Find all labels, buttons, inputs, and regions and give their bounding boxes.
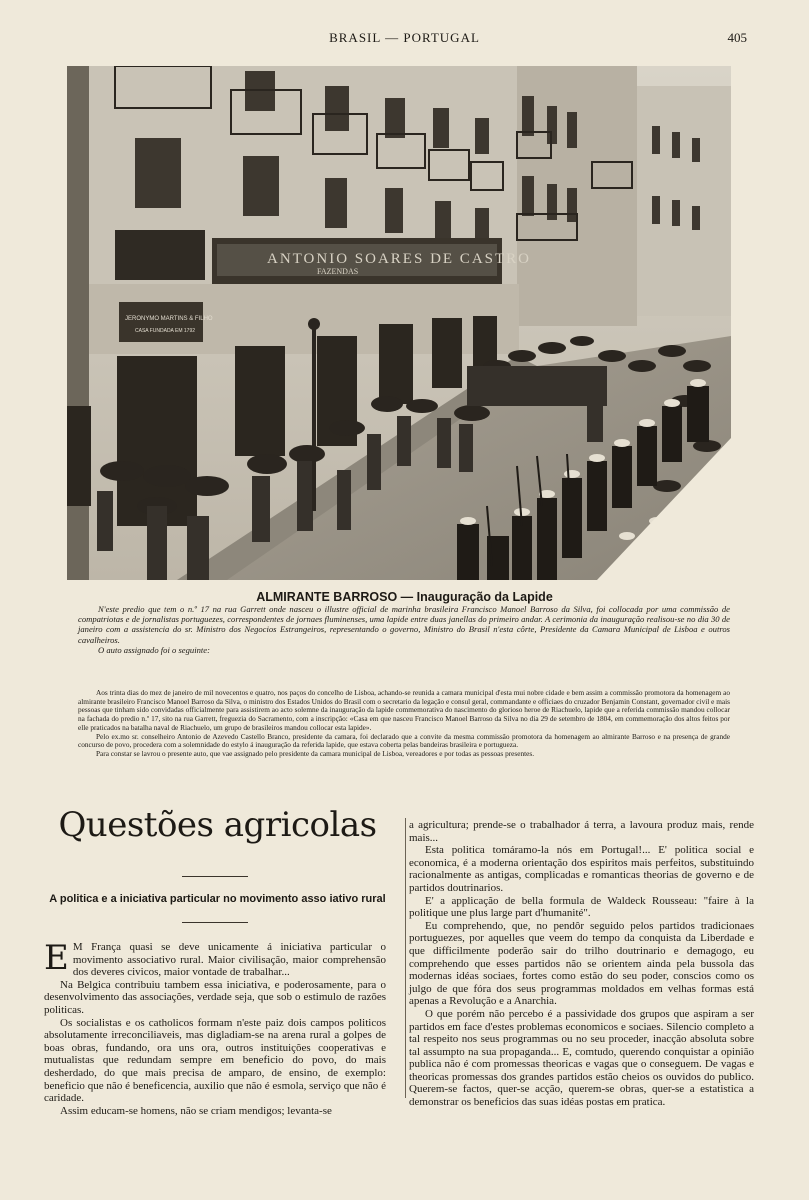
running-title: BRASIL — PORTUGAL bbox=[329, 30, 480, 45]
page-number: 405 bbox=[727, 30, 747, 45]
heading-divider bbox=[182, 876, 248, 877]
drop-cap: E bbox=[44, 938, 69, 978]
article-heading: Questões agricolas bbox=[58, 805, 377, 845]
article-paragraph bbox=[44, 938, 386, 979]
article-paragraph: Os socialistas e os catholicos formam n'este paiz dois campos politicos absolutamente irreconciliaveis, mas digladiam-se na arena rural a golpes de boas obras, fundando, ora uns ora, outros instituições cooperativas e mutualistas que redundam sempre em beneficio do povo, do mais desherdado, do que mais precisa de amparo, de ensino, de exemplo: beneficio que não é beneficencia, auxilio que não é esmola, serviço que não é caridade. bbox=[44, 1016, 386, 1105]
article-paragraph: Assim educam-se homens, não se criam mendigos; levanta-se bbox=[60, 1104, 332, 1117]
article-paragraph: a agricultura; prende-se o trabalhador á terra, a lavoura produz mais, rende mais... bbox=[409, 819, 754, 844]
shop-sign-left: JERONYMO MARTINS & FILHO bbox=[125, 316, 213, 322]
article-paragraph: Na Belgica contribuiu tambem essa iniciativa, e poderosamente, para o desenvolvimento das associações, verdade seja, que sob o estimulo de razões politicas. bbox=[44, 978, 386, 1016]
caption-intro-text: N'este predio que tem o n.º 17 na rua Garrett onde nasceu o illustre official de marinha brasileira Francisco Manoel Barroso da Silva, foi collocada por uma commissão de compatriotas e de jornalistas portuguezes, correspondentes de jornaes fluminenses, uma lapide entre duas janellas do primeiro andar. A cerimonia da inauguração realisou-se no dia 30 de janeiro com a assistencia do sr. Ministro dos Negocios Estrangeiros, representando o governo, Ministro do Brasil n'esta côrte, Presidente da Camara Municipal de Lisboa e outros cavalheiros. bbox=[78, 604, 730, 645]
caption-intro bbox=[78, 604, 730, 655]
article-column-left bbox=[44, 938, 386, 1117]
subheading-divider bbox=[182, 922, 248, 923]
storefront-sign-main: ANTONIO SOARES DE CASTRO bbox=[267, 251, 531, 267]
column-separator bbox=[405, 818, 406, 1098]
record-paragraph: Para constar se lavrou o presente auto, que vae assignado pelo presidente da camara municipal de Lisboa, vereadores e por todas as pessoas presentes. bbox=[96, 748, 535, 758]
caption-title: ALMIRANTE BARROSO — Inauguração da Lapide bbox=[256, 590, 553, 604]
storefront-sign-sub: FAZENDAS bbox=[317, 267, 359, 276]
article-paragraph: O que porém não percebo é a passividade dos grupos que aspiram a ser partidos em face d'estes problemas economicos e sociaes. Silencio completo a tal respeito nos seus programmas ou no seu proceder, inacção absoluta sobre tal assumpto na sua propaganda... E, comtudo, querendo conquistar a opinião publica não é com promessas theoricas e vagas que o conseguem. De vagas e theoricas promessas dos grandes partidos estão cheios os ouvidos do publico. Querem-se factos, quer-se acção, querem-se obras, quer-se a estatistica a demonstrar os beneficios das suas idéas postas em pratica. bbox=[409, 1007, 754, 1109]
street-photograph bbox=[67, 66, 731, 580]
shop-sign-left-sub: CASA FUNDADA EM 1792 bbox=[135, 328, 196, 334]
article-paragraph: E' a applicação de bella formula de Waldeck Rousseau: "faire à la politique une plus large part d'humanité". bbox=[409, 894, 754, 920]
article-column-right bbox=[409, 819, 754, 1109]
article-paragraph: Esta politica tomáramo-la nós em Portugal!... E' politica social e economica, é a moderna orientação dos espiritos mais perfeitos, substituindo racionalmente as antigas, complicadas e romanticas theorias de governo e de partidos doutrinarios. bbox=[409, 844, 754, 894]
record-paragraph: Pelo ex.mo sr. conselheiro Antonio de Azevedo Castello Branco, presidente da camara, foi declarado que a convite da mesma commissão promotora da homenagem ao almirante Barroso e na presença de grande concurso de povo, procedera com a solemnidade do estylo á inauguração da referida lapide, que estava coberta pelas bandeiras brasileira e portugueza. bbox=[78, 731, 730, 750]
article-paragraph-text: M França quasi se deve unicamente á iniciativa particular o movimento associativo rural. Maior civilisação, maior comprehensão dos deveres civicos, maior vontade de trabalhar... bbox=[72, 941, 386, 979]
signed-record bbox=[78, 689, 730, 759]
caption-intro-tail: O auto assignado foi o seguinte: bbox=[98, 644, 210, 655]
page-header bbox=[0, 30, 809, 50]
article-paragraph: Eu comprehendo, que, no pendôr seguido pelos partidos tradicionaes portuguezes, por aquelles que veem do tempo da conquista da Liberdade e que difficilmente poderão sair do trilho doutrinario e demagogo, eu comprehendo que esses partidos não se orientem ainda pela bussola das modernas idéas sociaes, fortes como estão do seu poder, conscios como os julgo de que fóra dos seus programmas moldados em velhas formas está apenas a Revolução e a Anarchia. bbox=[409, 919, 754, 1008]
record-paragraph: Aos trinta dias do mez de janeiro de mil novecentos e quatro, nos paços do concelho de Lisboa, achando-se reunida a camara municipal d'esta mui nobre cidade e bem assim a commissão promotora da homenagem ao almirante brasileiro Francisco Manoel Barroso da Silva, o ministro dos Estados Unidos do Brasil com o secretario da legação e consul geral, commandante e officiaes do cruzador Benjamin Constant, governador civil e mais pessoas que tinham sido convidadas officialmente para assistirem ao acto solemne da inauguração da lapide commemorativa do nascimento do glorioso heroe de Riachuelo, lapide que a referida commissão mandou collocar na fachada do predio n.º 17, sito na rua Garrett, freguezia do Sacramento, com a inscripção: «Casa em que nasceu Francisco Manoel Barroso da Silva no dia 29 de setembro de 1804, em commemoração dos altos feitos por elle praticados na batalha naval de Riachuelo, um grupo de brasileiros mandou collocar esta lapide». bbox=[78, 688, 730, 732]
article-subheading: A politica e a iniciativa particular no movimento asso iativo rural bbox=[49, 893, 386, 905]
